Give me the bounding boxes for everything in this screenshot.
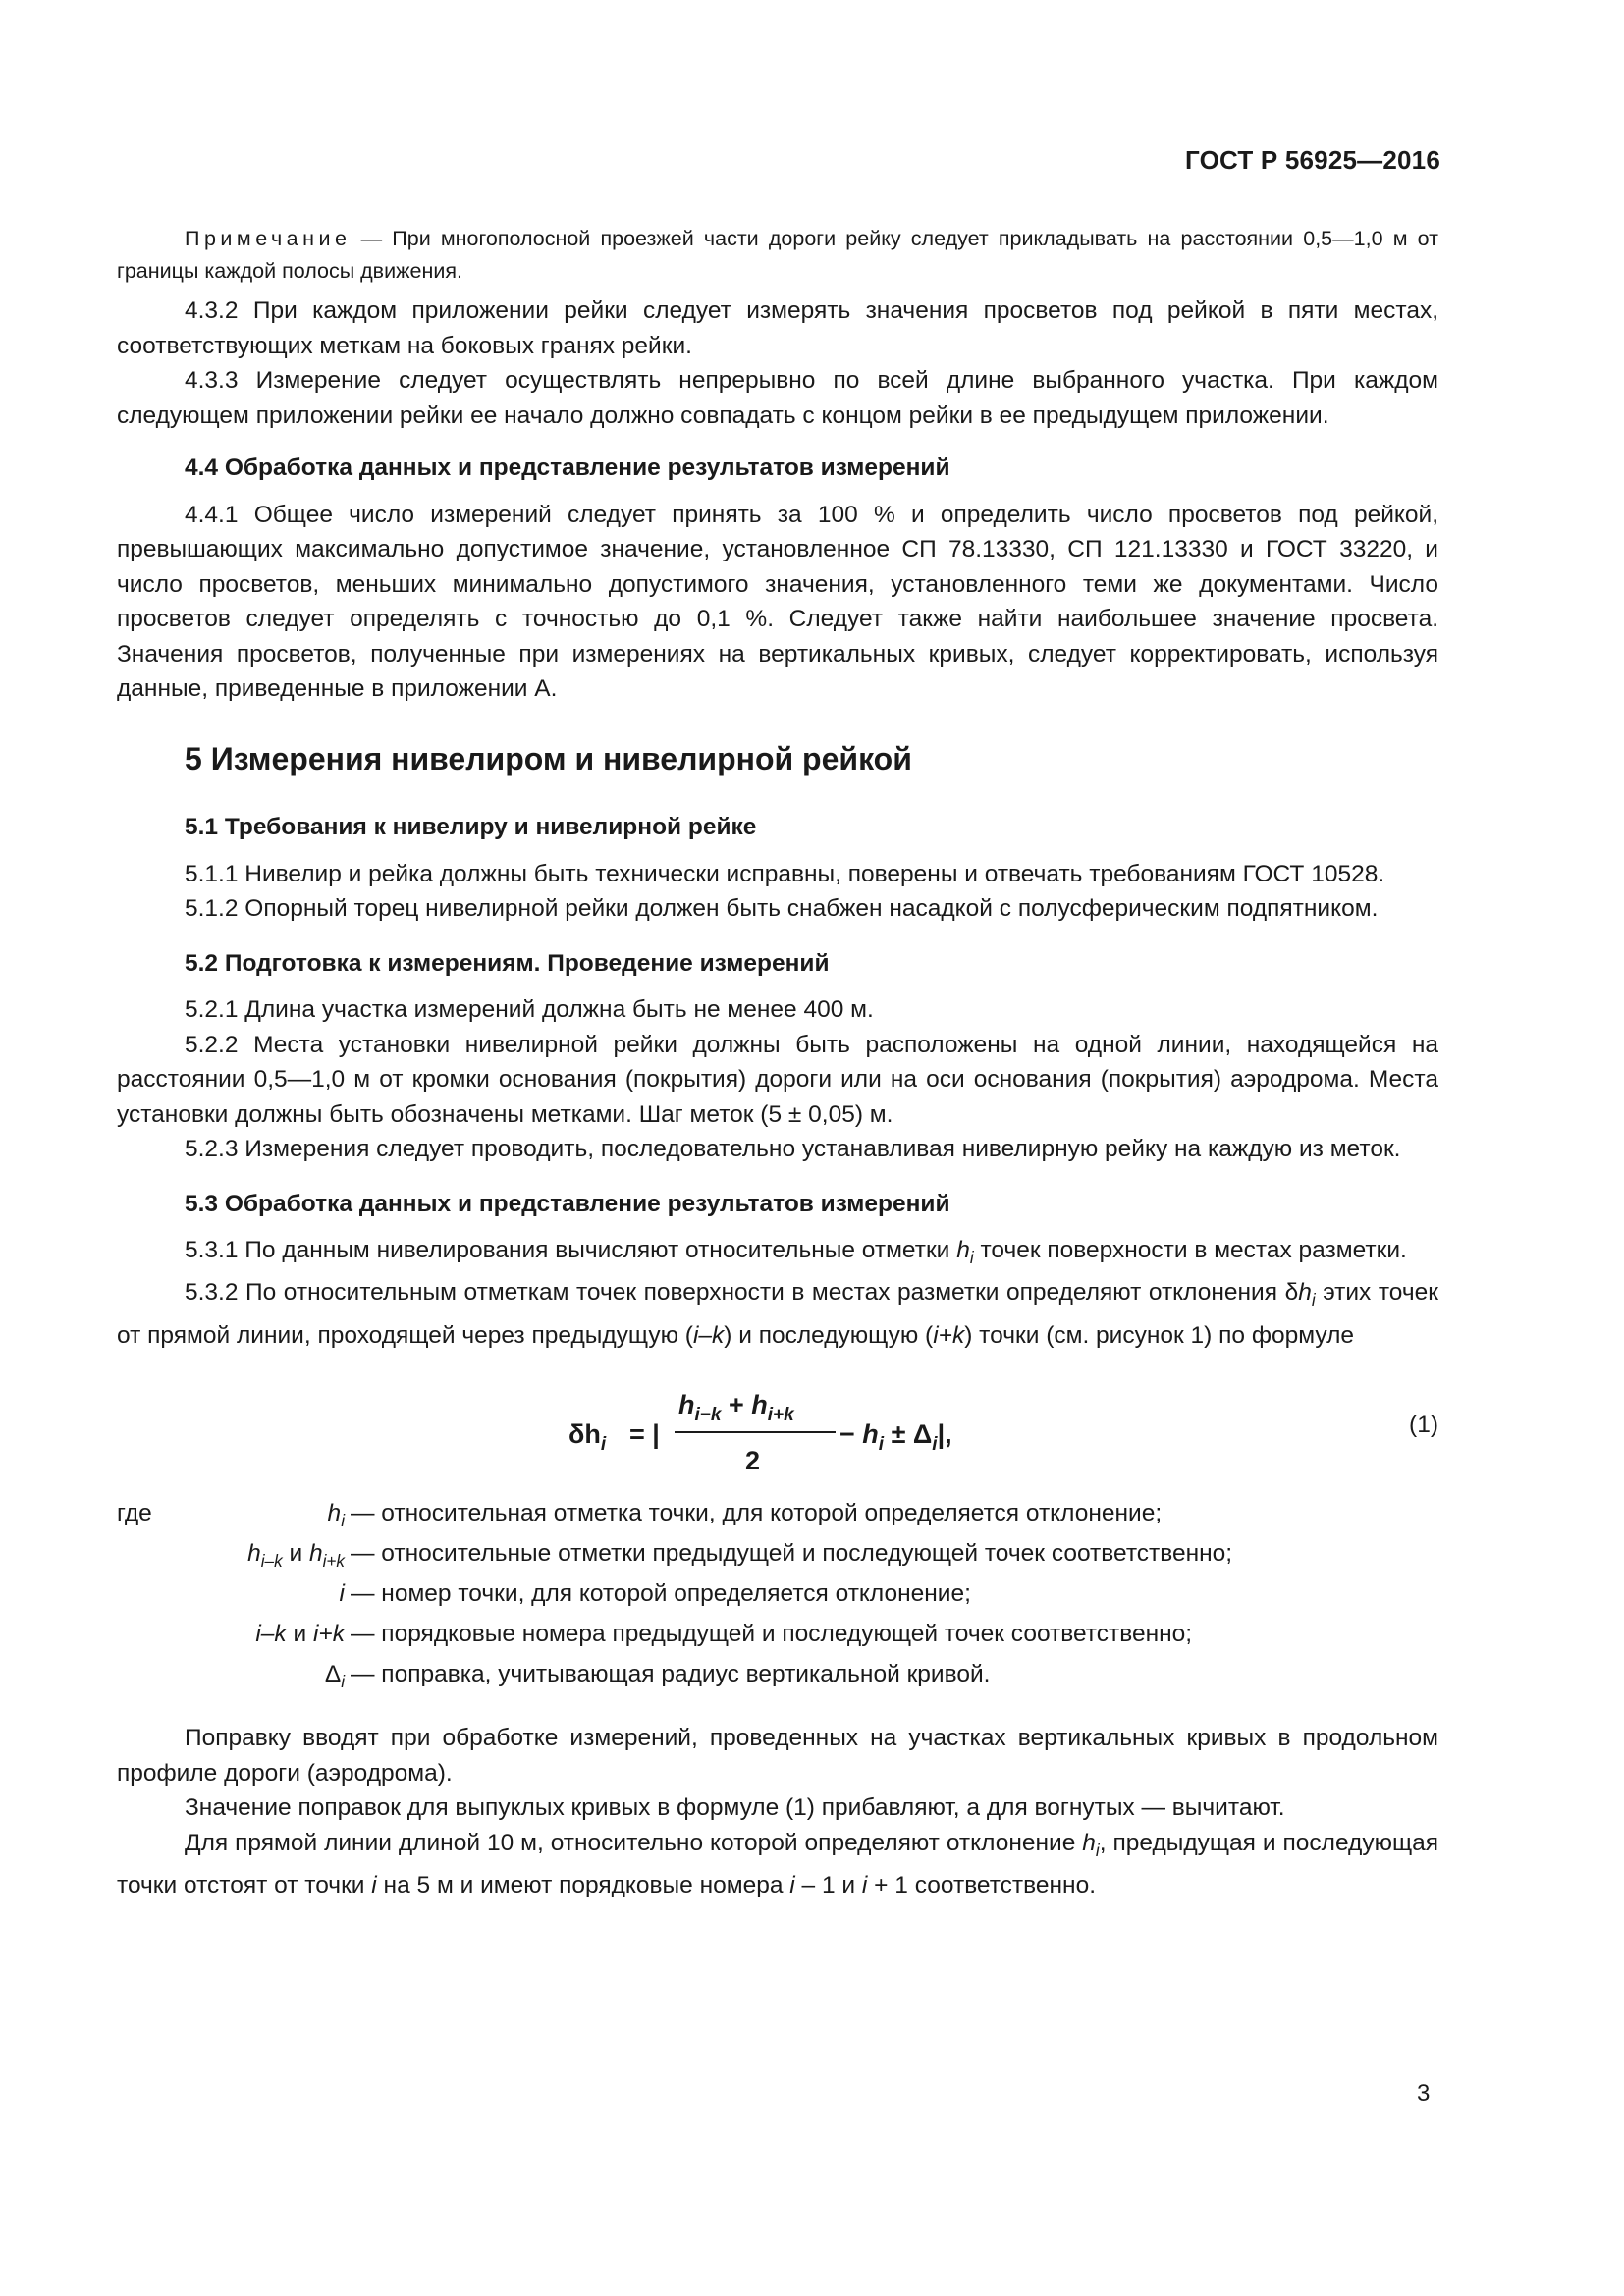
where-label: где: [117, 1500, 152, 1527]
note: [117, 223, 1438, 288]
definitions-list: [117, 1496, 1438, 1697]
note-text: — При многополосной проезжей части дороги рейку следует прикладывать на расстоянии 0,5—1,0 м от границы каждой полосы движения.: [117, 227, 1438, 283]
formula-denominator: 2: [745, 1446, 761, 1476]
formula-numerator: $h_{i-k} + h_{i+k}$: [678, 1390, 794, 1426]
paragraph-5-2-3: 5.2.3 Измерения следует проводить, последовательно устанавливая нивелирную рейку на каждую из меток.: [185, 1136, 1401, 1162]
heading-5-1: 5.1 Требования к нивелиру и нивелирной рейке: [185, 814, 757, 840]
formula-1: [117, 1370, 1438, 1486]
paragraph-5-1-2: 5.1.2 Опорный торец нивелирной рейки должен быть снабжен насадкой с полусферическим подпятником.: [185, 895, 1379, 922]
paragraph-5-3-2: 5.3.2 По относительным отметкам точек поверхности в местах разметки определяют отклонения $\delta h_i$ этих точек от прямой линии, проходящей через предыдущую (i–k) и последующую (i+k) точки (см. рисунок 1) по формуле: [117, 1279, 1438, 1349]
formula-lhs: $\delta h_i$: [568, 1419, 607, 1456]
paragraph-5-1-1: 5.1.1 Нивелир и рейка должны быть технически исправны, поверены и отвечать требованиям ГОСТ 10528.: [185, 860, 1385, 887]
document-designation: ГОСТ Р 56925—2016: [1185, 145, 1440, 175]
paragraph-correction: Поправку вводят при обработке измерений, проведенных на участках вертикальных кривых в продольном профиле дороги (аэродрома).: [117, 1725, 1438, 1787]
paragraph-5-3-1: 5.3.1 По данным нивелирования вычисляют относительные отметки $h_i$ точек поверхности в местах разметки.: [185, 1237, 1407, 1267]
formula-expression: [568, 1378, 1020, 1486]
heading-5-2: 5.2 Подготовка к измерениям. Проведение измерений: [185, 949, 830, 977]
paragraph-5-2-2: 5.2.2 Места установки нивелирной рейки должны быть расположены на одной линии, находящейся на расстоянии 0,5—1,0 м от кромки основания (покрытия) дороги или на оси основания (покрытия) аэродрома. Места установки должны быть обозначены метками. Шаг меток (5 ± 0,05) м.: [117, 1031, 1438, 1128]
page-number: 3: [1417, 2080, 1431, 2107]
paragraph-straight-line: Для прямой линии длиной 10 м, относительно которой определяют отклонение $h_i$, предыдущая и последующая точки отстоят от точки i на 5 м и имеют порядковые номера i – 1 и i + 1 соответственно.: [117, 1829, 1438, 1899]
heading-5-3: 5.3 Обработка данных и представление результатов измерений: [185, 1190, 950, 1217]
paragraph-4-3-2: 4.3.2 При каждом приложении рейки следует измерять значения просветов под рейкой в пяти местах, соответствующих меткам на боковых гранях рейки.: [117, 297, 1438, 359]
definition-row: где $h_i$ — относительная отметка точки, для которой определяется отклонение;: [117, 1496, 1438, 1536]
definition-row: i–k и i+k — порядковые номера предыдущей и последующей точек соответственно;: [255, 1621, 1193, 1648]
formula-number: (1): [1409, 1412, 1438, 1439]
formula-rest: − $h_i \pm \Delta_i|$,: [839, 1419, 952, 1456]
definition-row: $h_{i-k}$ и $h_{i+k}$ — относительные отметки предыдущей и последующей точек соответственно;: [247, 1540, 1233, 1572]
heading-4-4: 4.4 Обработка данных и представление результатов измерений: [185, 454, 950, 481]
page-content: [117, 223, 1438, 1903]
paragraph-correction-sign: Значение поправок для выпуклых кривых в формуле (1) прибавляют, а для вогнутых — вычитают.: [185, 1794, 1285, 1822]
paragraph-4-4-1: 4.4.1 Общее число измерений следует принять за 100 % и определить число просветов под рейкой, превышающих максимально допустимое значение, установленное СП 78.13330, СП 121.13330 и ГОСТ 33220, и число просветов, меньших минимально допустимого значения, установленного теми же документами. Число просветов следует определять с точностью до 0,1 %. Следует также найти наибольшее значение просвета. Значения просветов, полученные при измерениях на вертикальных кривых, следует корректировать, используя данные, приведенные в приложении А.: [117, 501, 1438, 702]
paragraph-5-2-1: 5.2.1 Длина участка измерений должна быть не менее 400 м.: [185, 996, 874, 1023]
definition-row: $\Delta_i$ — поправка, учитывающая радиус вертикальной кривой.: [324, 1661, 991, 1692]
heading-section-5: 5 Измерения нивелиром и нивелирной рейкой: [185, 740, 912, 776]
paragraph-4-3-3: 4.3.3 Измерение следует осуществлять непрерывно по всей длине выбранного участка. При каждом следующем приложении рейки ее начало должно совпадать с концом рейки в ее предыдущем приложении.: [117, 367, 1438, 429]
formula-eq: = |: [629, 1419, 660, 1450]
note-label: Примечание: [185, 227, 352, 250]
definition-row: i — номер точки, для которой определяется отклонение;: [339, 1580, 971, 1608]
